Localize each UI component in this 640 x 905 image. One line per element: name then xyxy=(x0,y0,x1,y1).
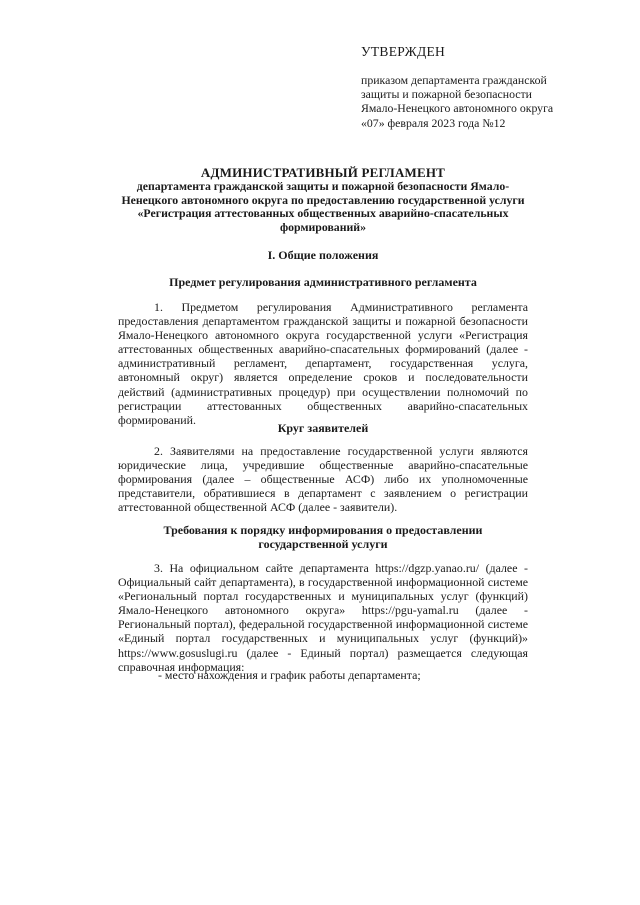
approval-text: приказом департамента гражданской защиты и пожарной безопасности Ямало-Ненецкого автономного округа «07» февраля 2023 года №12 xyxy=(361,73,554,130)
subsection-heading-applicants: Круг заявителей xyxy=(277,421,369,435)
document-subtitle: департамента гражданской защиты и пожарной безопасности Ямало-Ненецкого автономного округа по предоставлению государственной услуги «Регистрация аттестованных общественных аварийно-спасательных формирований» xyxy=(121,179,525,234)
subsection-heading-subject: Предмет регулирования административного регламента xyxy=(169,275,477,289)
list-item: - место нахождения и график работы департамента; xyxy=(158,668,421,682)
paragraph-2 xyxy=(118,444,528,514)
approval-heading: УТВЕРЖДЕН xyxy=(361,44,446,59)
document-title: АДМИНИСТРАТИВНЫЙ РЕГЛАМЕНТ xyxy=(200,165,446,180)
approval-stamp xyxy=(361,44,561,130)
subsection-heading-information: Требования к порядку информирования о предоставлении государственной услуги xyxy=(163,523,483,551)
paragraph-1 xyxy=(118,300,528,427)
paragraph-2-text: 2. Заявителями на предоставление государственной услуги являются юридические лица, учредившие общественные аварийно-спасательные формирования (далее – общественные АСФ) либо их уполномоченные представители, обратившиеся в департамент с заявлением о регистрации аттестованной общественной АСФ (далее - заявители). xyxy=(118,444,528,515)
section-heading-general: I. Общие положения xyxy=(267,248,379,262)
document-title-block xyxy=(118,165,528,234)
paragraph-1-text: 1. Предметом регулирования Административного регламента предоставления департаментом гражданской защиты и пожарной безопасности Ямало-Ненецкого автономного округа государственной услуги «Регистрация аттестованных общественных аварийно-спасательных формирований (далее - административный регламент, департамент, государственная услуга, автономный округ) является определение сроков и последовательности действий (административных процедур) при осуществлении полномочий по регистрации аттестованных общественных аварийно-спасательных формирований. xyxy=(118,300,528,427)
paragraph-3 xyxy=(118,561,528,674)
paragraph-3-text: 3. На официальном сайте департамента https://dgzp.yanao.ru/ (далее - Официальный сайт департамента), в государственной информационной системе «Региональный портал государственных и муниципальных услуг (функций) Ямало-Ненецкого автономного округа» https://pgu-yamal.ru (далее - Региональный портал), федеральной государственной информационной системе «Единый портал государственных и муниципальных услуг (функций)» https://www.gosuslugi.ru (далее - Единый портал) размещается следующая справочная информация: xyxy=(118,561,528,674)
